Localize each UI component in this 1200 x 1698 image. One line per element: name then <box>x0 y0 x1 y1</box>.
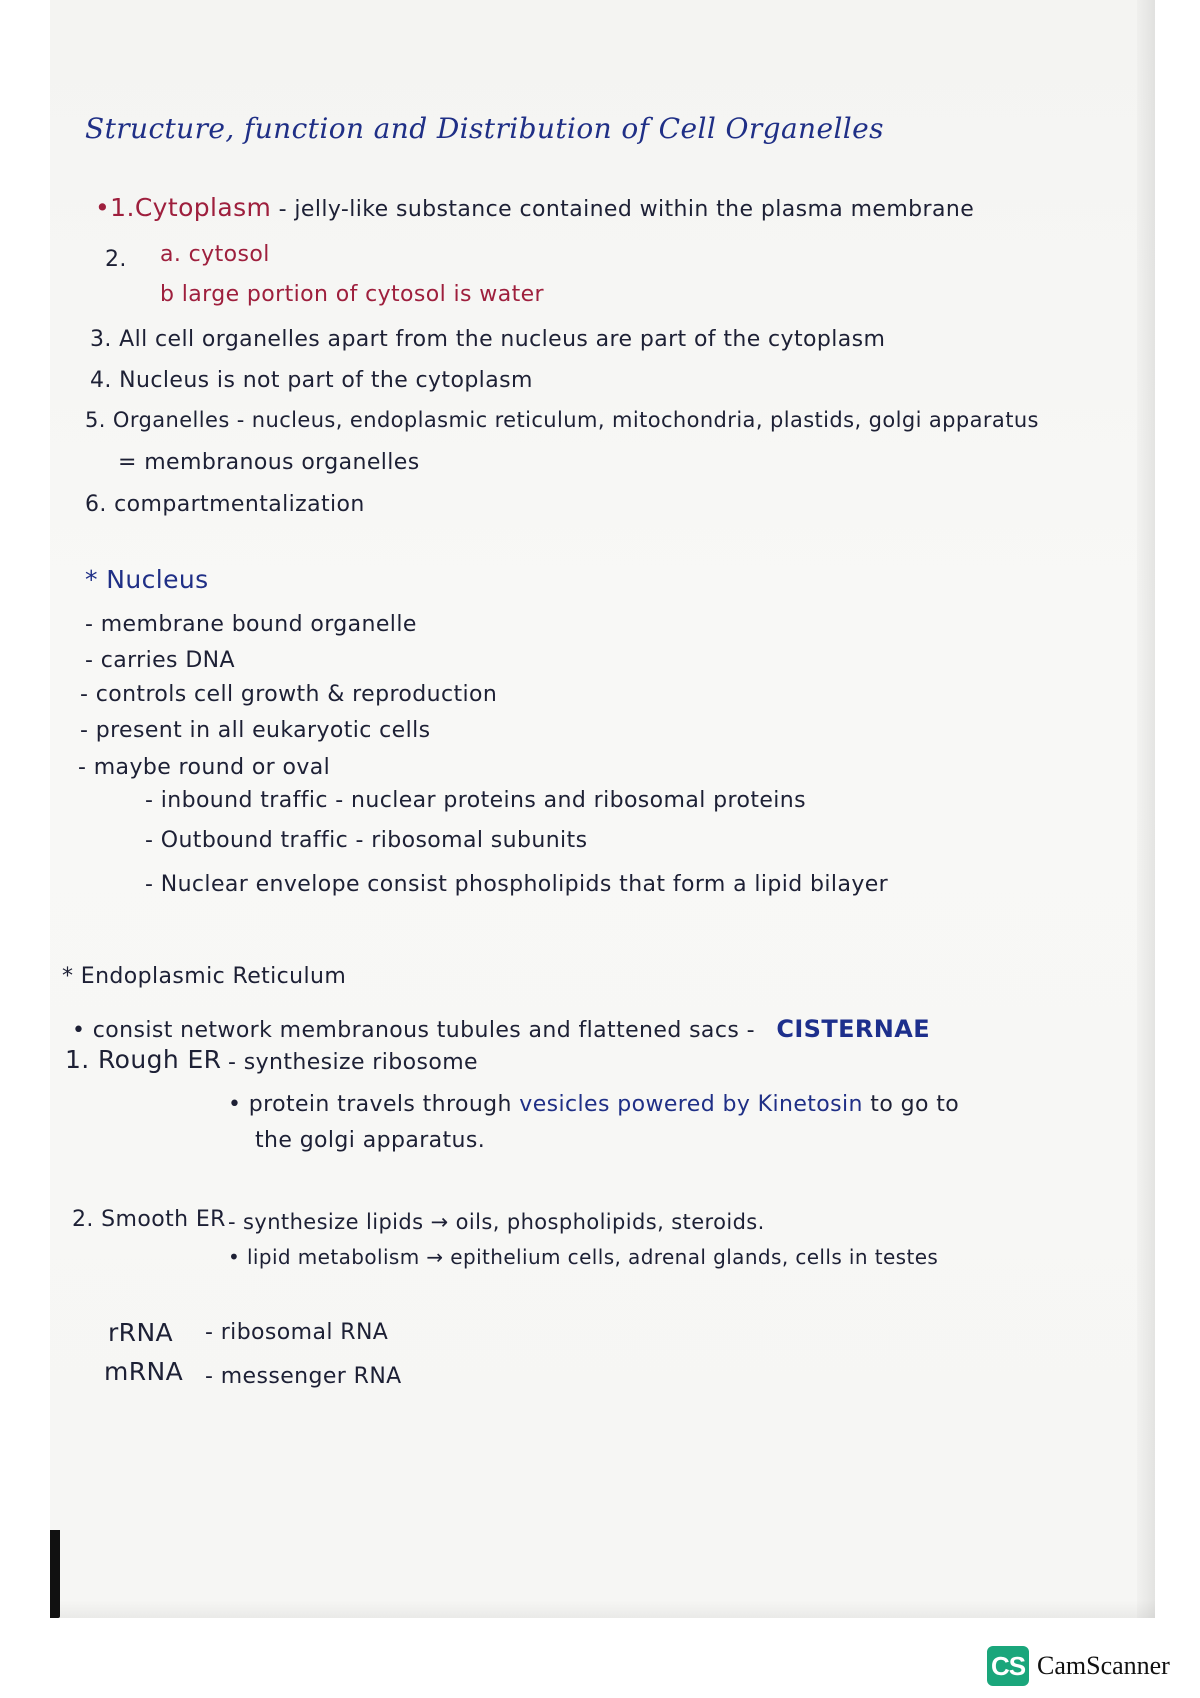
item-4-nucleus: 4. Nucleus is not part of the cytoplasm <box>90 368 533 393</box>
cytoplasm-term: Cytoplasm <box>134 193 272 222</box>
cytoplasm-definition: - jelly-like substance contained within the plasma membrane <box>271 197 975 222</box>
camscanner-watermark <box>987 1646 1170 1686</box>
rough-er-protein-line <box>228 1092 959 1117</box>
page-title: Structure, function and Distribution of Cell Organelles <box>85 112 884 145</box>
nucleus-subpoint: - Nuclear envelope consist phospholipids that form a lipid bilayer <box>145 872 889 897</box>
nucleus-point: - maybe round or oval <box>78 755 331 780</box>
item-5-organelle-list: 5. Organelles - nucleus, endoplasmic reticulum, mitochondria, plastids, golgi apparatus <box>85 408 1039 432</box>
kinetosin-term: Kinetosin <box>757 1092 863 1117</box>
smooth-er-label: 2. Smooth ER <box>72 1207 226 1232</box>
item-3-organelles: 3. All cell organelles apart from the nucleus are part of the cytoplasm <box>90 327 886 352</box>
camscanner-logo: CS <box>987 1646 1029 1686</box>
smooth-er-point: • lipid metabolism → epithelium cells, adrenal glands, cells in testes <box>228 1245 939 1269</box>
nucleus-point: - controls cell growth & reproduction <box>80 682 498 707</box>
rough-er-label: 1. Rough ER <box>65 1045 222 1074</box>
camscanner-name: CamScanner <box>1037 1651 1170 1680</box>
item-2a-cytosol: a. cytosol <box>160 242 270 267</box>
cisternae-term: CISTERNAE <box>776 1015 931 1043</box>
rough-er-protein-a: • protein travels through <box>228 1092 512 1117</box>
cytoplasm-bullet: •1. <box>95 193 135 222</box>
smooth-er-point: - synthesize lipids → oils, phospholipids, steroids. <box>228 1210 765 1234</box>
rough-er-point: - synthesize ribosome <box>228 1050 478 1075</box>
mrna-definition: - messenger RNA <box>205 1364 402 1389</box>
nucleus-point: - present in all eukaryotic cells <box>80 718 431 743</box>
er-consist-line <box>72 1015 930 1043</box>
powered-by-text: powered by <box>617 1092 751 1117</box>
vesicles-term: vesicles <box>519 1092 610 1117</box>
rough-er-golgi-line: the golgi apparatus. <box>255 1128 486 1153</box>
er-heading: * Endoplasmic Reticulum <box>62 964 347 989</box>
item-5-membranous: = membranous organelles <box>118 450 420 475</box>
nucleus-subpoint: - inbound traffic - nuclear proteins and ribosomal proteins <box>145 788 807 813</box>
page-corner-mark <box>50 1530 60 1618</box>
nucleus-point: - carries DNA <box>85 648 235 673</box>
nucleus-heading: * Nucleus <box>85 565 209 594</box>
cytoplasm-line <box>95 193 974 222</box>
nucleus-subpoint: - Outbound traffic - ribosomal subunits <box>145 828 588 853</box>
item-6-compartmentalization: 6. compartmentalization <box>85 492 365 517</box>
er-consist-text: • consist network membranous tubules and flattened sacs - <box>72 1018 755 1043</box>
nucleus-point: - membrane bound organelle <box>85 612 417 637</box>
rough-er-protein-c: to go to <box>870 1092 960 1117</box>
rrna-definition: - ribosomal RNA <box>205 1320 389 1345</box>
mrna-term: mRNA <box>104 1357 184 1386</box>
item-2-number: 2. <box>105 247 127 272</box>
rrna-term: rRNA <box>108 1318 174 1347</box>
item-2b-water: b large portion of cytosol is water <box>160 282 544 307</box>
page-bottom-shadow <box>50 1600 1155 1618</box>
page-edge-shadow <box>1137 0 1155 1618</box>
